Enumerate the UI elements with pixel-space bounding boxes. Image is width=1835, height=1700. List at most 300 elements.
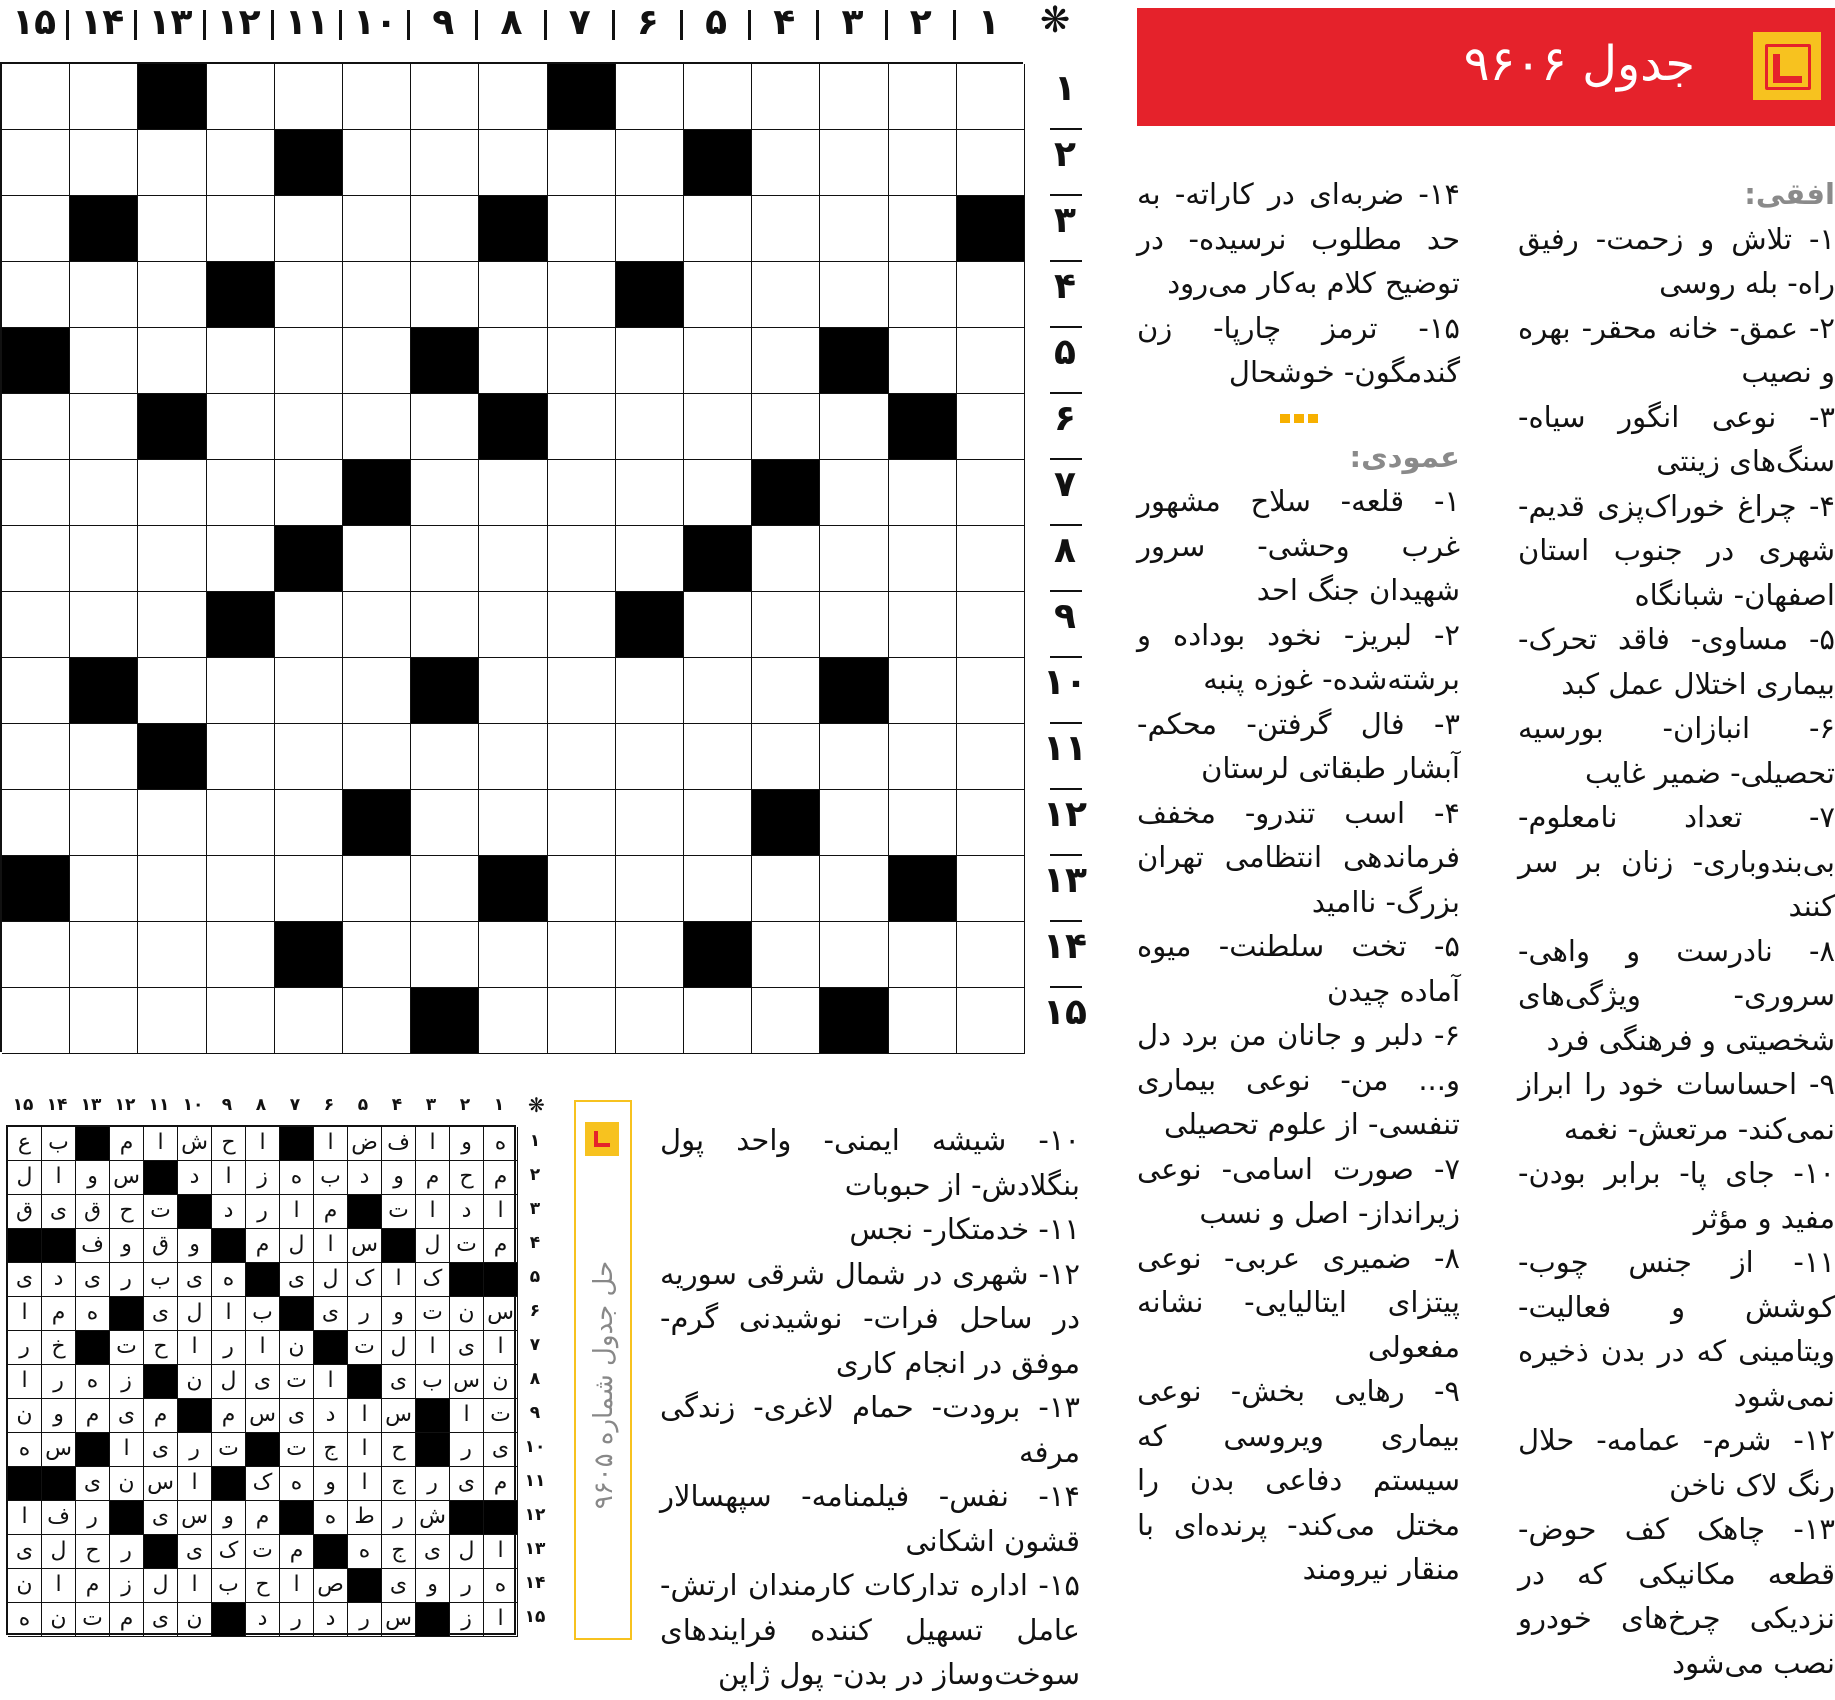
solution-cell: ت — [484, 1399, 518, 1433]
grid-cell[interactable] — [2, 724, 70, 790]
grid-cell[interactable] — [138, 922, 206, 988]
grid-cell[interactable] — [548, 460, 616, 526]
grid-cell[interactable] — [684, 592, 752, 658]
grid-cell[interactable] — [684, 262, 752, 328]
grid-cell[interactable] — [548, 592, 616, 658]
solution-cell: ا — [314, 1229, 348, 1263]
grid-cell[interactable] — [2, 658, 70, 724]
grid-cell[interactable] — [616, 790, 684, 856]
solution-cell: ت — [416, 1297, 450, 1331]
grid-cell[interactable] — [70, 922, 138, 988]
grid-row-number: ۱۳ — [1043, 860, 1087, 901]
grid-cell[interactable] — [548, 856, 616, 922]
solution-cell: ا — [42, 1161, 76, 1195]
grid-cell[interactable] — [479, 526, 547, 592]
grid-cell[interactable] — [70, 526, 138, 592]
grid-column-number: ۵ — [705, 2, 728, 43]
grid-cell[interactable] — [70, 394, 138, 460]
solution-column-number: ۵ — [357, 1095, 369, 1115]
solution-cell: م — [416, 1161, 450, 1195]
grid-cell[interactable] — [684, 64, 752, 130]
grid-cell[interactable] — [616, 988, 684, 1054]
grid-cell[interactable] — [343, 856, 411, 922]
grid-black-cell — [343, 790, 411, 856]
grid-cell[interactable] — [548, 262, 616, 328]
grid-cell[interactable] — [70, 724, 138, 790]
grid-cell[interactable] — [411, 64, 479, 130]
solution-cell: ا — [484, 1603, 518, 1637]
grid-cell[interactable] — [752, 988, 820, 1054]
vertical-clue: ۱۴- نفس- فیلمنامه- سپهسالار قشون اشکانی — [660, 1479, 1080, 1558]
grid-cell[interactable] — [70, 64, 138, 130]
grid-cell[interactable] — [479, 790, 547, 856]
grid-cell[interactable] — [2, 64, 70, 130]
solution-cell: ی — [76, 1263, 110, 1297]
grid-cell[interactable] — [70, 130, 138, 196]
grid-cell[interactable] — [479, 460, 547, 526]
solution-cell: ب — [42, 1127, 76, 1161]
solution-column-number: ۱۱ — [148, 1095, 170, 1115]
solution-cell: ا — [8, 1297, 42, 1331]
grid-cell[interactable] — [889, 724, 957, 790]
grid-cell[interactable] — [752, 592, 820, 658]
grid-cell[interactable] — [343, 262, 411, 328]
solution-cell: ن — [42, 1603, 76, 1637]
grid-cell[interactable] — [2, 790, 70, 856]
grid-cell[interactable] — [275, 724, 343, 790]
solution-cell: ب — [144, 1263, 178, 1297]
grid-cell[interactable] — [411, 856, 479, 922]
solution-column-number: ۱۳ — [80, 1095, 102, 1115]
grid-cell[interactable] — [207, 460, 275, 526]
solution-column-number: ۹ — [221, 1095, 233, 1115]
grid-cell[interactable] — [957, 856, 1025, 922]
grid-cell[interactable] — [957, 64, 1025, 130]
solution-cell: ب — [246, 1297, 280, 1331]
solution-cell: ر — [382, 1501, 416, 1535]
solution-cell: ا — [212, 1297, 246, 1331]
horizontal-clue: ۱۱- از جنس چوب- کوشش و فعالیت- ویتامینی که در بدن ذخیره نمی‌شود — [1518, 1245, 1835, 1413]
grid-cell[interactable] — [275, 394, 343, 460]
grid-cell[interactable] — [138, 856, 206, 922]
solution-cell: ح — [144, 1331, 178, 1365]
grid-cell[interactable] — [207, 658, 275, 724]
grid-cell[interactable] — [343, 64, 411, 130]
solution-cell: م — [314, 1195, 348, 1229]
grid-cell[interactable] — [207, 988, 275, 1054]
solution-cell: ه — [484, 1569, 518, 1603]
grid-cell[interactable] — [889, 592, 957, 658]
solution-cell: ا — [348, 1433, 382, 1467]
grid-cell[interactable] — [207, 922, 275, 988]
grid-cell[interactable] — [752, 526, 820, 592]
solution-cell: ه — [8, 1433, 42, 1467]
grid-cell[interactable] — [820, 394, 888, 460]
solution-cell: ا — [348, 1467, 382, 1501]
grid-column-numbers — [0, 0, 1080, 52]
grid-cell[interactable] — [957, 592, 1025, 658]
solution-black-cell — [110, 1297, 144, 1331]
grid-cell[interactable] — [820, 196, 888, 262]
solution-cell: ک — [348, 1263, 382, 1297]
solution-black-cell — [76, 1127, 110, 1161]
grid-cell[interactable] — [479, 328, 547, 394]
row-separator — [1050, 722, 1082, 724]
grid-cell[interactable] — [820, 592, 888, 658]
grid-black-cell — [684, 526, 752, 592]
grid-cell[interactable] — [207, 856, 275, 922]
solution-cell: ا — [484, 1195, 518, 1229]
solution-black-cell — [42, 1467, 76, 1501]
grid-cell[interactable] — [684, 724, 752, 790]
grid-cell[interactable] — [411, 592, 479, 658]
grid-black-cell — [411, 328, 479, 394]
grid-black-cell — [207, 262, 275, 328]
grid-cell[interactable] — [479, 658, 547, 724]
grid-cell[interactable] — [138, 328, 206, 394]
grid-cell[interactable] — [820, 526, 888, 592]
grid-cell[interactable] — [70, 262, 138, 328]
solution-cell: ن — [280, 1331, 314, 1365]
grid-cell[interactable] — [2, 988, 70, 1054]
solution-cell: ز — [246, 1161, 280, 1195]
horizontal-clue: ۱۴- ضربه‌ای در کاراته- به حد مطلوب نرسیده- در توضیح کلام به‌کار می‌رود — [1137, 177, 1460, 300]
grid-cell[interactable] — [889, 526, 957, 592]
grid-cell[interactable] — [2, 526, 70, 592]
grid-cell[interactable] — [138, 130, 206, 196]
grid-cell[interactable] — [275, 64, 343, 130]
solution-black-cell — [450, 1501, 484, 1535]
grid-cell[interactable] — [138, 790, 206, 856]
grid-cell[interactable] — [138, 262, 206, 328]
grid-cell[interactable] — [548, 922, 616, 988]
grid-cell[interactable] — [275, 460, 343, 526]
grid-cell[interactable] — [889, 658, 957, 724]
grid-cell[interactable] — [548, 988, 616, 1054]
grid-cell[interactable] — [889, 262, 957, 328]
solution-cell: ن — [484, 1365, 518, 1399]
solution-black-cell — [76, 1433, 110, 1467]
row-separator — [1050, 392, 1082, 394]
grid-cell[interactable] — [957, 394, 1025, 460]
grid-cell[interactable] — [889, 460, 957, 526]
solution-black-cell — [280, 1297, 314, 1331]
grid-cell[interactable] — [820, 262, 888, 328]
horizontal-clue: ۱۲- شرم- عمامه- حلال رنگ لاک ناخن — [1518, 1423, 1835, 1502]
grid-cell[interactable] — [957, 658, 1025, 724]
grid-cell[interactable] — [411, 262, 479, 328]
solution-cell: ی — [144, 1297, 178, 1331]
grid-black-cell — [275, 922, 343, 988]
grid-cell[interactable] — [616, 64, 684, 130]
grid-cell[interactable] — [889, 130, 957, 196]
grid-cell[interactable] — [752, 262, 820, 328]
grid-cell[interactable] — [479, 64, 547, 130]
solution-cell: ح — [382, 1433, 416, 1467]
grid-cell[interactable] — [548, 658, 616, 724]
grid-cell[interactable] — [616, 130, 684, 196]
grid-cell[interactable] — [957, 988, 1025, 1054]
grid-cell[interactable] — [2, 460, 70, 526]
grid-cell[interactable] — [752, 394, 820, 460]
solution-row-number: ۷ — [529, 1335, 541, 1355]
solution-black-cell — [450, 1263, 484, 1297]
grid-cell[interactable] — [207, 790, 275, 856]
solution-title: حل جدول شماره ۹۶۰۵ — [589, 1260, 619, 1510]
grid-cell[interactable] — [70, 856, 138, 922]
grid-cell[interactable] — [752, 856, 820, 922]
solution-cell: ر — [110, 1263, 144, 1297]
grid-cell[interactable] — [752, 922, 820, 988]
grid-cell[interactable] — [548, 196, 616, 262]
grid-cell[interactable] — [548, 130, 616, 196]
grid-cell[interactable] — [138, 460, 206, 526]
solution-cell: ه — [484, 1127, 518, 1161]
solution-cell: ی — [450, 1331, 484, 1365]
grid-cell[interactable] — [548, 394, 616, 460]
solution-cell: ر — [212, 1331, 246, 1365]
grid-cell[interactable] — [684, 196, 752, 262]
grid-cell[interactable] — [752, 130, 820, 196]
solution-cell: ت — [212, 1433, 246, 1467]
grid-cell[interactable] — [343, 658, 411, 724]
grid-cell[interactable] — [138, 196, 206, 262]
solution-cell: ه — [348, 1535, 382, 1569]
grid-cell[interactable] — [275, 790, 343, 856]
grid-cell[interactable] — [2, 196, 70, 262]
grid-cell[interactable] — [616, 658, 684, 724]
grid-cell[interactable] — [684, 394, 752, 460]
grid-cell[interactable] — [548, 526, 616, 592]
grid-black-cell — [479, 856, 547, 922]
grid-cell[interactable] — [616, 394, 684, 460]
grid-cell[interactable] — [479, 988, 547, 1054]
grid-cell[interactable] — [548, 790, 616, 856]
grid-cell[interactable] — [752, 658, 820, 724]
horizontal-clue: ۷- تعداد نامعلوم- بی‌بندوباری- زنان بر سر کنند — [1518, 800, 1835, 923]
grid-cell[interactable] — [411, 724, 479, 790]
grid-cell[interactable] — [70, 328, 138, 394]
solution-cell: و — [382, 1297, 416, 1331]
solution-cell: ه — [76, 1365, 110, 1399]
solution-black-cell — [144, 1535, 178, 1569]
solution-column-number: ۶ — [323, 1095, 335, 1115]
solution-cell: م — [484, 1229, 518, 1263]
grid-black-cell — [752, 790, 820, 856]
grid-cell[interactable] — [207, 130, 275, 196]
grid-cell[interactable] — [275, 196, 343, 262]
grid-cell[interactable] — [820, 790, 888, 856]
grid-cell[interactable] — [70, 460, 138, 526]
grid-cell[interactable] — [2, 394, 70, 460]
grid-cell[interactable] — [889, 790, 957, 856]
grid-cell[interactable] — [207, 394, 275, 460]
grid-cell[interactable] — [138, 658, 206, 724]
grid-column-number: ۹ — [432, 2, 455, 43]
row-separator — [1050, 986, 1082, 988]
grid-cell[interactable] — [70, 988, 138, 1054]
grid-cell[interactable] — [138, 988, 206, 1054]
grid-cell[interactable] — [275, 988, 343, 1054]
grid-cell[interactable] — [889, 328, 957, 394]
grid-cell[interactable] — [548, 328, 616, 394]
grid-cell[interactable] — [548, 724, 616, 790]
grid-cell[interactable] — [616, 856, 684, 922]
grid-cell[interactable] — [889, 64, 957, 130]
clues-column-right — [1518, 172, 1835, 1685]
grid-black-cell — [616, 592, 684, 658]
grid-cell[interactable] — [957, 922, 1025, 988]
solution-black-cell — [246, 1263, 280, 1297]
grid-cell[interactable] — [684, 460, 752, 526]
solution-cell: ی — [382, 1365, 416, 1399]
grid-cell[interactable] — [343, 328, 411, 394]
solution-cell: ه — [8, 1603, 42, 1637]
grid-cell[interactable] — [616, 328, 684, 394]
grid-cell[interactable] — [889, 196, 957, 262]
solution-cell: ح — [212, 1127, 246, 1161]
grid-cell[interactable] — [275, 262, 343, 328]
solution-black-cell — [416, 1603, 450, 1637]
grid-cell[interactable] — [820, 64, 888, 130]
solution-cell: ط — [348, 1501, 382, 1535]
solution-black-cell — [178, 1195, 212, 1229]
grid-cell[interactable] — [752, 724, 820, 790]
solution-black-cell — [280, 1127, 314, 1161]
grid-cell[interactable] — [752, 64, 820, 130]
grid-cell[interactable] — [275, 658, 343, 724]
grid-column-number: ۳ — [841, 2, 864, 43]
grid-cell[interactable] — [207, 526, 275, 592]
grid-cell[interactable] — [957, 526, 1025, 592]
grid-cell[interactable] — [343, 196, 411, 262]
solution-cell: ر — [450, 1569, 484, 1603]
grid-cell[interactable] — [411, 526, 479, 592]
grid-cell[interactable] — [343, 922, 411, 988]
grid-cell[interactable] — [411, 130, 479, 196]
grid-cell[interactable] — [684, 328, 752, 394]
row-separator — [1050, 260, 1082, 262]
grid-row-number: ۲ — [1054, 134, 1076, 175]
grid-cell[interactable] — [889, 922, 957, 988]
grid-cell[interactable] — [411, 922, 479, 988]
grid-cell[interactable] — [616, 526, 684, 592]
grid-cell[interactable] — [2, 922, 70, 988]
grid-cell[interactable] — [616, 922, 684, 988]
solution-cell: و — [416, 1569, 450, 1603]
grid-cell[interactable] — [684, 988, 752, 1054]
grid-cell[interactable] — [207, 724, 275, 790]
grid-cell[interactable] — [957, 460, 1025, 526]
grid-cell[interactable] — [411, 790, 479, 856]
grid-cell[interactable] — [752, 328, 820, 394]
solution-cell: م — [110, 1603, 144, 1637]
solution-cell: ی — [110, 1399, 144, 1433]
grid-cell[interactable] — [479, 922, 547, 988]
row-separator — [1050, 326, 1082, 328]
grid-cell[interactable] — [343, 724, 411, 790]
grid-cell[interactable] — [820, 130, 888, 196]
grid-cell[interactable] — [70, 592, 138, 658]
grid-cell[interactable] — [2, 262, 70, 328]
solution-column-numbers — [0, 1095, 560, 1125]
grid-cell[interactable] — [343, 526, 411, 592]
solution-cell: م — [246, 1501, 280, 1535]
grid-black-cell — [889, 856, 957, 922]
grid-cell[interactable] — [616, 196, 684, 262]
grid-cell[interactable] — [411, 460, 479, 526]
grid-cell[interactable] — [957, 724, 1025, 790]
grid-cell[interactable] — [957, 262, 1025, 328]
grid-cell[interactable] — [275, 856, 343, 922]
grid-cell[interactable] — [957, 790, 1025, 856]
solution-cell: و — [178, 1229, 212, 1263]
grid-cell[interactable] — [2, 130, 70, 196]
solution-cell: ل — [416, 1229, 450, 1263]
grid-cell[interactable] — [411, 394, 479, 460]
grid-black-cell — [411, 658, 479, 724]
grid-cell[interactable] — [820, 460, 888, 526]
grid-cell[interactable] — [343, 592, 411, 658]
solution-cell: س — [144, 1467, 178, 1501]
grid-cell[interactable] — [820, 724, 888, 790]
grid-cell[interactable] — [479, 724, 547, 790]
grid-cell[interactable] — [616, 460, 684, 526]
grid-black-cell — [820, 988, 888, 1054]
grid-cell[interactable] — [616, 724, 684, 790]
solution-cell: ت — [450, 1229, 484, 1263]
grid-cell[interactable] — [684, 856, 752, 922]
grid-cell[interactable] — [275, 328, 343, 394]
grid-cell[interactable] — [684, 790, 752, 856]
solution-cell: ا — [382, 1263, 416, 1297]
solution-cell: س — [484, 1297, 518, 1331]
vertical-clue: ۱۵- اداره تدارکات کارمندان ارتش- عامل تسهیل کننده فرایندهای سوخت‌وساز در بدن- پول ژاپن — [660, 1568, 1080, 1691]
grid-cell[interactable] — [207, 196, 275, 262]
grid-cell[interactable] — [2, 592, 70, 658]
grid-cell[interactable] — [957, 328, 1025, 394]
grid-cell[interactable] — [820, 922, 888, 988]
row-separator — [1050, 656, 1082, 658]
horizontal-clue: ۱۳- چاهک کف حوض- قطعه مکانیکی که در نزدیکی چرخ‌های خودرو نصب می‌شود — [1518, 1512, 1835, 1680]
solution-cell: و — [212, 1501, 246, 1535]
grid-cell[interactable] — [479, 130, 547, 196]
grid-cell[interactable] — [343, 988, 411, 1054]
solution-cell: ح — [76, 1535, 110, 1569]
grid-cell[interactable] — [343, 130, 411, 196]
grid-cell[interactable] — [138, 592, 206, 658]
grid-cell[interactable] — [343, 394, 411, 460]
grid-cell[interactable] — [684, 658, 752, 724]
solution-cell: ی — [144, 1501, 178, 1535]
grid-row-number: ۱۱ — [1043, 728, 1087, 769]
grid-cell[interactable] — [889, 988, 957, 1054]
grid-cell[interactable] — [411, 196, 479, 262]
grid-cell[interactable] — [207, 328, 275, 394]
grid-cell[interactable] — [820, 856, 888, 922]
grid-cell[interactable] — [957, 130, 1025, 196]
grid-cell[interactable] — [275, 592, 343, 658]
solution-cell: د — [314, 1399, 348, 1433]
grid-cell[interactable] — [207, 64, 275, 130]
grid-cell[interactable] — [138, 526, 206, 592]
grid-row-number: ۱۵ — [1043, 992, 1087, 1033]
grid-cell[interactable] — [70, 790, 138, 856]
grid-cell[interactable] — [479, 592, 547, 658]
grid-cell[interactable] — [479, 262, 547, 328]
solution-cell: ل — [382, 1331, 416, 1365]
grid-cell[interactable] — [752, 196, 820, 262]
